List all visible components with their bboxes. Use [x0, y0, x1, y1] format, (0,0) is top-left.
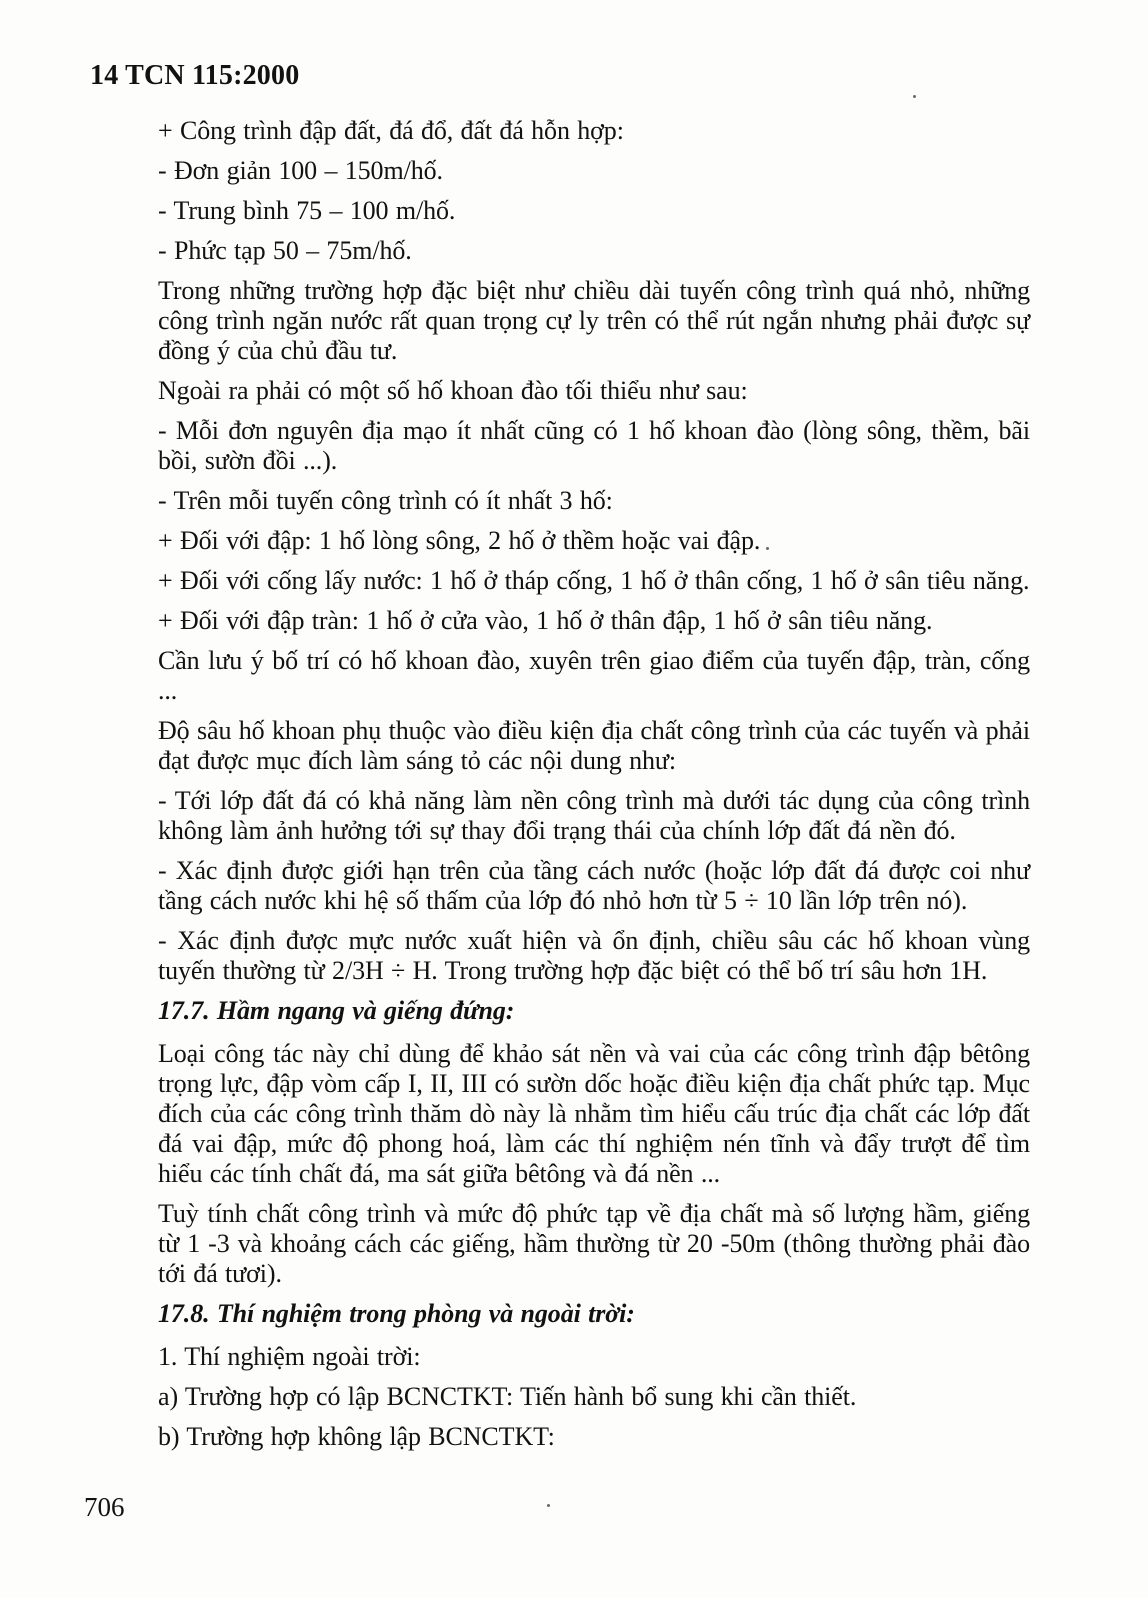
paragraph-shaft-spacing: Tuỳ tính chất công trình và mức độ phức tạp về địa chất mà số lượng hầm, giếng từ 1 -3 và khoảng cách các giếng, hầm thường từ 20 -50m (thông thường phải đào tới đá tươi).	[158, 1199, 1030, 1288]
paragraph-special-cases: Trong những trường hợp đặc biệt như chiều dài tuyến công trình quá nhỏ, những công trình ngăn nước rất quan trọng cự ly trên có thể rút ngắn nhưng phải được sự đồng ý của chủ đầu tư.	[158, 276, 1030, 365]
paragraph-minimum-holes: Ngoài ra phải có một số hố khoan đào tối thiểu như sau:	[158, 376, 748, 405]
document-body	[158, 116, 1030, 1462]
paragraph-case-b: b) Trường hợp không lập BCNCTKT:	[158, 1422, 555, 1451]
paragraph-adit-shaft: Loại công tác này chỉ dùng để khảo sát nền và vai của các công trình đập bêtông trọng lực, đập vòm cấp I, II, III có sườn dốc hoặc điều kiện địa chất phức tạp. Mục đích của các công trình thăm dò này là nhằm tìm hiểu cấu trúc địa chất các lớp đất đá vai đập, mức độ phong hoá, làm các thí nghiệm nén tĩnh và đẩy trượt để tìm hiểu các tính chất đá, ma sát giữa bêtông và đá nền ...	[158, 1039, 1030, 1188]
list-item-medium: - Trung bình 75 – 100 m/hố.	[158, 196, 456, 225]
list-item-water-level: - Xác định được mực nước xuất hiện và ổn định, chiều sâu các hố khoan vùng tuyến thường từ 2/3H ÷ H. Trong trường hợp đặc biệt có thể bố trí sâu hơn 1H.	[158, 926, 1030, 985]
section-heading-17-7: 17.7. Hầm ngang và giếng đứng:	[158, 996, 515, 1025]
paragraph-case-a: a) Trường hợp có lập BCNCTKT: Tiến hành bổ sung khi cần thiết.	[158, 1382, 857, 1411]
paragraph-note-layout: Cần lưu ý bố trí có hố khoan đào, xuyên trên giao điểm của tuyến đập, tràn, cống ...	[158, 646, 1030, 705]
document-code-header: 14 TCN 115:2000	[90, 60, 300, 91]
list-item-simple: - Đơn giản 100 – 150m/hố.	[158, 156, 443, 185]
list-item-intake-culvert: + Đối với cống lấy nước: 1 hố ở tháp cống, 1 hố ở thân cống, 1 hố ở sân tiêu năng.	[158, 566, 1030, 595]
paragraph-hole-depth: Độ sâu hố khoan phụ thuộc vào điều kiện địa chất công trình của các tuyến và phải đạt được mục đích làm sáng tỏ các nội dung như:	[158, 716, 1030, 775]
list-item-dam: + Đối với đập: 1 hố lòng sông, 2 hố ở thềm hoặc vai đập.	[158, 526, 761, 555]
scan-speck	[913, 95, 916, 98]
section-heading-17-8: 17.8. Thí nghiệm trong phòng và ngoài trời:	[158, 1299, 635, 1328]
list-item-aquitard-limit: - Xác định được giới hạn trên của tầng cách nước (hoặc lớp đất đá được coi như tầng cách nước khi hệ số thấm của lớp đó nhỏ hơn từ 5 ÷ 10 lần lớp trên nó).	[158, 856, 1030, 915]
list-item-geomorph-unit: - Mỗi đơn nguyên địa mạo ít nhất cũng có 1 hố khoan đào (lòng sông, thềm, bãi bồi, sườn đồi ...).	[158, 416, 1030, 475]
list-item-foundation-layer: - Tới lớp đất đá có khả năng làm nền công trình mà dưới tác dụng của công trình không làm ảnh hưởng tới sự thay đổi trạng thái của chính lớp đất đá nền đó.	[158, 786, 1030, 845]
list-item-dam-types: + Công trình đập đất, đá đổ, đất đá hỗn hợp:	[158, 116, 624, 145]
scan-speck	[547, 1504, 550, 1507]
list-item-complex: - Phức tạp 50 – 75m/hố.	[158, 236, 412, 265]
list-item-three-holes: - Trên mỗi tuyến công trình có ít nhất 3 hố:	[158, 486, 613, 515]
scan-speck	[766, 547, 769, 550]
page-number: 706	[84, 1492, 125, 1522]
list-item-spillway: + Đối với đập tràn: 1 hố ở cửa vào, 1 hố ở thân đập, 1 hố ở sân tiêu năng.	[158, 606, 933, 635]
paragraph-field-tests: 1. Thí nghiệm ngoài trời:	[158, 1342, 421, 1371]
